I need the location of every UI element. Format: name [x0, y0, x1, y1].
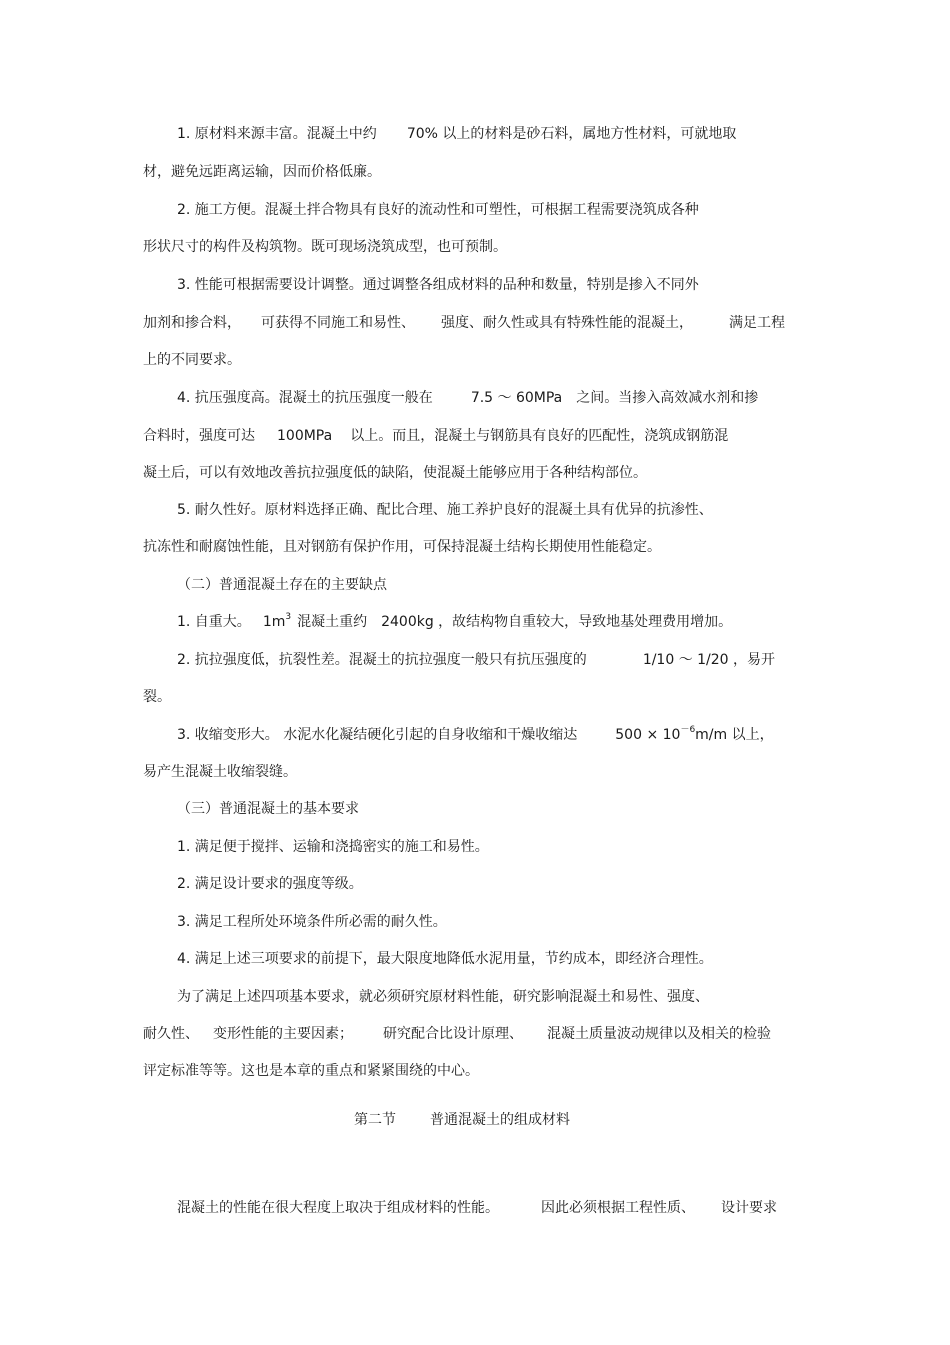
p1-line-2: 材，避免远距离运输，因而价格低廉。 — [143, 164, 381, 180]
requirement-2: 2. 满足设计要求的强度等级。 — [177, 876, 363, 892]
intro-line-1-a: 混凝土的性能在很大程度上取决于组成材料的性能。 — [177, 1200, 499, 1216]
p4-line-2-a: 合料时，强度可达 — [143, 428, 255, 444]
defect-2-line-1 — [177, 650, 775, 670]
conclusion-line-2-c: 研究配合比设计原理、 — [383, 1026, 523, 1042]
requirement-4: 4. 满足上述三项要求的前提下，最大限度地降低水泥用量，节约成本，即经济合理性。 — [177, 951, 713, 967]
conclusion-line-2-b: 变形性能的主要因素； — [213, 1026, 353, 1042]
p1-line-1-a: 1. 原材料来源丰富。混凝土中约 — [177, 126, 377, 142]
intro-line-1-c: 设计要求 — [721, 1200, 777, 1216]
conclusion-line-3: 评定标准等等。这也是本章的重点和紧紧围绕的中心。 — [143, 1063, 479, 1079]
p3-line-3: 上的不同要求。 — [143, 352, 241, 368]
p3-line-2 — [143, 313, 785, 333]
p1-line-1-b: 70% 以上的材料是砂石料，属地方性材料，可就地取 — [406, 126, 737, 142]
p4-line-1 — [177, 388, 758, 408]
defect-2-line-2: 裂。 — [143, 689, 171, 705]
p3-line-2-b: 可获得不同施工和易性、 — [261, 315, 415, 331]
p5-line-2: 抗冻性和耐腐蚀性能，且对钢筋有保护作用，可保持混凝土结构长期使用性能稳定。 — [143, 539, 661, 555]
requirement-1: 1. 满足便于搅拌、运输和浇捣密实的施工和易性。 — [177, 839, 489, 855]
defect-3-line-2: 易产生混凝土收缩裂缝。 — [143, 764, 297, 780]
p2-line-2: 形状尺寸的构件及构筑物。既可现场浇筑成型，也可预制。 — [143, 239, 507, 255]
intro-line-1-b: 因此必须根据工程性质、 — [541, 1200, 695, 1216]
p4-line-2-c: 以上。而且，混凝土与钢筋具有良好的匹配性，浇筑成钢筋混 — [350, 428, 729, 444]
defect-1-c: 混凝土重约 — [297, 614, 368, 630]
defect-1-a: 1. 自重大。 — [177, 614, 251, 630]
p4-line-1-c: 之间。当掺入高效减水剂和掺 — [576, 390, 759, 406]
p4-line-1-a: 4. 抗压强度高。混凝土的抗压强度一般在 — [177, 390, 433, 406]
conclusion-line-2-a: 耐久性、 — [143, 1026, 199, 1042]
defect-3-sup: －6 — [680, 725, 696, 736]
defect-2-b: 1/10 ～ 1/20 ，易开 — [642, 652, 776, 668]
p3-line-2-d: 满足工程 — [729, 315, 785, 331]
section-number: 第二节 — [354, 1112, 396, 1128]
defect-3-a: 3. 收缩变形大。 水泥水化凝结硬化引起的自身收缩和干燥收缩达 — [177, 727, 578, 743]
defect-1-d: 2400kg ，故结构物自重较大，导致地基处理费用增加。 — [381, 614, 733, 630]
defect-1-b: 1m — [262, 614, 286, 630]
defect-3-b: 500 × 10 — [615, 727, 681, 743]
defect-2-a: 2. 抗拉强度低，抗裂性差。混凝土的抗拉强度一般只有抗压强度的 — [177, 652, 587, 668]
requirement-3: 3. 满足工程所处环境条件所必需的耐久性。 — [177, 914, 447, 930]
section-heading-3: （三）普通混凝土的基本要求 — [177, 801, 359, 817]
p3-line-2-a: 加剂和掺合料， — [143, 315, 241, 331]
p4-line-2-b: 100MPa — [277, 428, 333, 444]
p4-line-2 — [143, 426, 728, 446]
defect-3-c: m/m 以上， — [695, 727, 774, 743]
p5-line-1: 5. 耐久性好。原材料选择正确、配比合理、施工养护良好的混凝土具有优异的抗渗性、 — [177, 502, 713, 518]
conclusion-line-1: 为了满足上述四项基本要求，就必须研究原材料性能，研究影响混凝土和易性、强度、 — [177, 989, 709, 1005]
defect-1-sup: 3 — [285, 612, 292, 623]
conclusion-line-2-d: 混凝土质量波动规律以及相关的检验 — [547, 1026, 771, 1042]
p3-line-1: 3. 性能可根据需要设计调整。通过调整各组成材料的品种和数量，特别是掺入不同外 — [177, 277, 699, 293]
p2-line-1: 2. 施工方便。混凝土拌合物具有良好的流动性和可塑性，可根据工程需要浇筑成各种 — [177, 202, 699, 218]
conclusion-line-2 — [143, 1024, 771, 1044]
p4-line-3: 凝土后，可以有效地改善抗拉强度低的缺陷，使混凝土能够应用于各种结构部位。 — [143, 465, 647, 481]
intro-line-1 — [177, 1198, 777, 1218]
defect-1 — [177, 612, 732, 632]
p3-line-2-c: 强度、耐久性或具有特殊性能的混凝土， — [441, 315, 693, 331]
p1-line-1 — [177, 124, 736, 144]
section-name: 普通混凝土的组成材料 — [430, 1112, 570, 1128]
section-heading-2: （二）普通混凝土存在的主要缺点 — [177, 577, 387, 593]
section-title — [354, 1110, 570, 1130]
defect-3-line-1 — [177, 725, 774, 745]
p4-line-1-b: 7.5 ～ 60MPa — [470, 390, 563, 406]
